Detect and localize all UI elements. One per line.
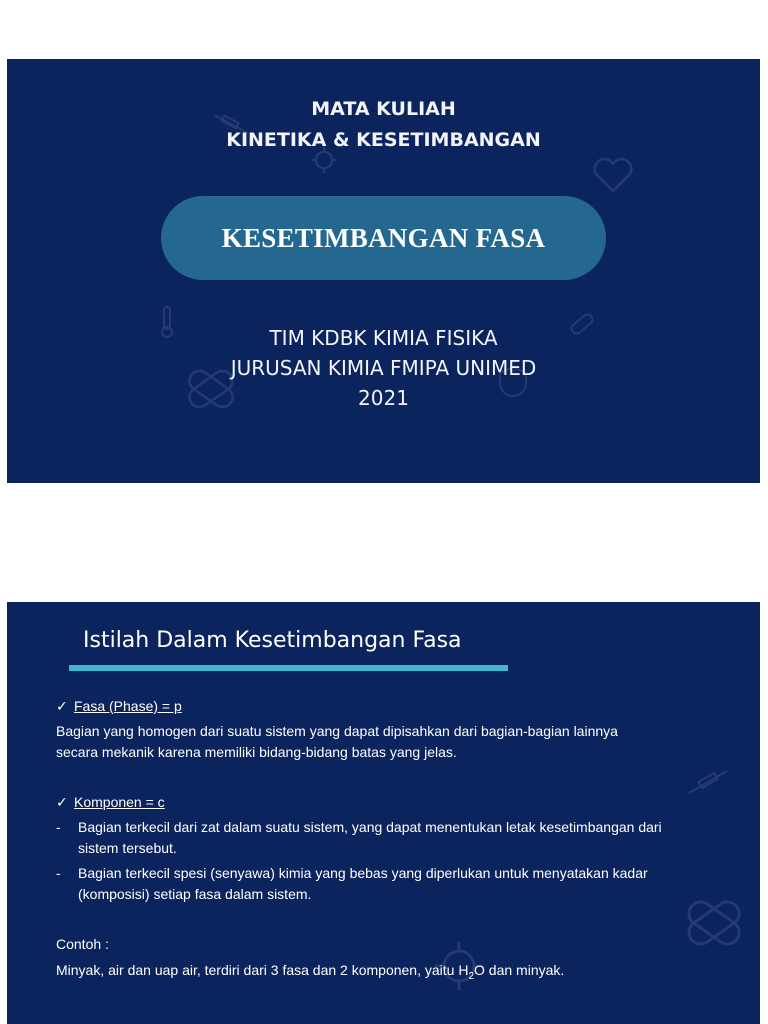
list-item xyxy=(56,817,696,859)
example-subscript: 2 xyxy=(468,970,475,982)
component-term: Komponen = c xyxy=(74,794,165,810)
check-icon: ✓ xyxy=(56,698,68,714)
team-name: TIM KDBK KIMIA FISIKA xyxy=(269,326,498,350)
component-block xyxy=(56,792,696,905)
section-heading: Istilah Dalam Kesetimbangan Fasa xyxy=(83,628,462,653)
example-text-after: O dan minyak. xyxy=(474,962,565,978)
phase-block xyxy=(56,696,746,763)
dash-bullet: - xyxy=(56,819,61,835)
department-name: JURUSAN KIMIA FMIPA UNIMED xyxy=(230,356,537,380)
example-text xyxy=(56,960,746,987)
component-definition-1: Bagian terkecil dari zat dalam suatu sistem, yang dapat menentukan letak kesetimbangan dari sistem tersebut. xyxy=(78,819,662,856)
heading-underline xyxy=(69,665,508,671)
year: 2021 xyxy=(358,386,409,410)
dash-bullet: - xyxy=(56,865,61,881)
heart-icon xyxy=(591,155,635,195)
example-text-before: Minyak, air dan uap air, terdiri dari 3 fasa dan 2 komponen, yaitu H xyxy=(56,962,469,978)
topic-title-pill xyxy=(161,196,606,280)
topic-title: KESETIMBANGAN FASA xyxy=(221,222,546,253)
example-block xyxy=(56,934,746,987)
course-label: MATA KULIAH xyxy=(311,98,456,120)
list-item xyxy=(56,863,696,905)
component-definition-2: Bagian terkecil spesi (senyawa) kimia yang bebas yang diperlukan untuk menyatakan kadar (komposisi) setiap fasa dalam sistem. xyxy=(78,865,648,902)
phase-definition-line2: secara mekanik karena memiliki bidang-bidang batas yang jelas. xyxy=(56,744,457,760)
example-label: Contoh : xyxy=(56,936,109,952)
phase-term-line xyxy=(56,696,746,717)
check-icon: ✓ xyxy=(56,794,68,810)
phase-term: Fasa (Phase) = p xyxy=(74,698,182,714)
title-slide xyxy=(7,59,760,483)
course-name: KINETIKA & KESETIMBANGAN xyxy=(226,129,541,151)
component-term-line xyxy=(56,792,696,813)
phase-definition-line1: Bagian yang homogen dari suatu sistem yang dapat dipisahkan dari bagian-bagian lainnya xyxy=(56,723,618,739)
terms-slide xyxy=(7,602,760,1024)
